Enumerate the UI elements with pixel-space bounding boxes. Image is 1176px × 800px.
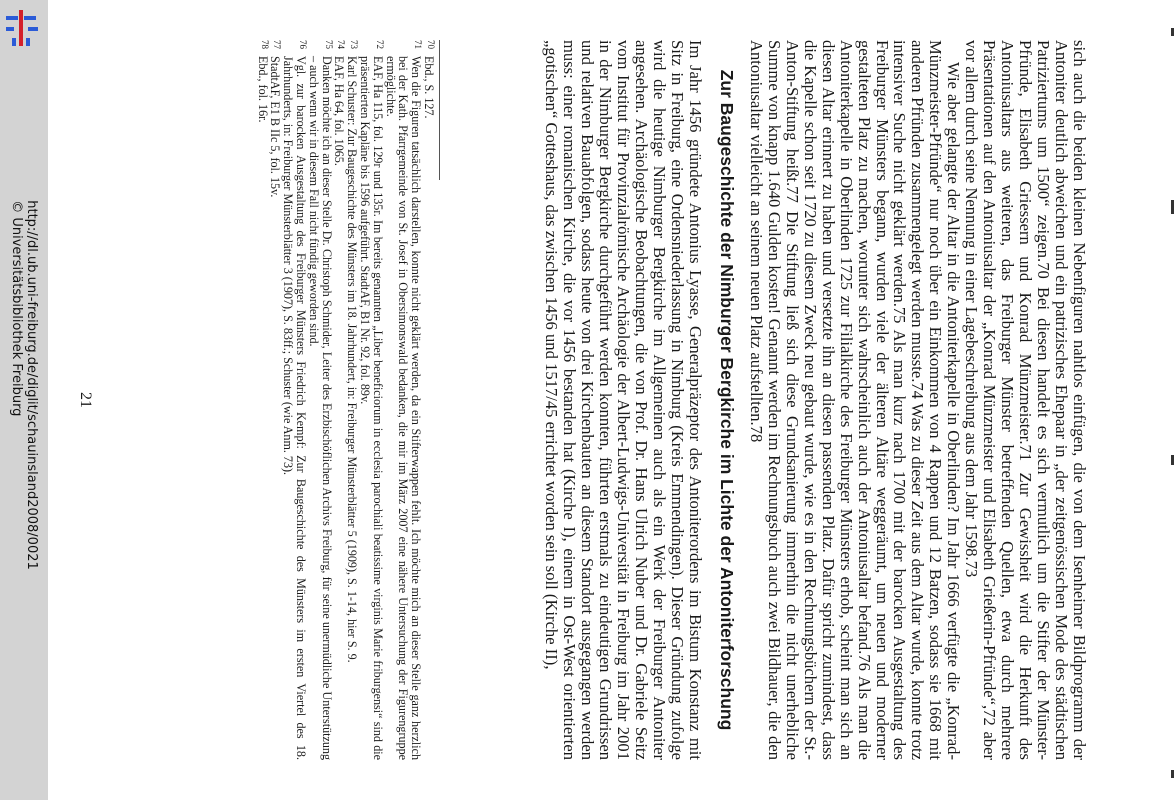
page-number: 21: [77, 392, 94, 408]
footnote: 74 EAF, Ha 64, fol. 1065.: [332, 40, 347, 166]
footnotes: [256, 40, 435, 760]
footnote: 78 Ebd., fol. 16r.: [255, 40, 270, 123]
footnote: 75 Danken möchte ich an dieser Stelle Dr. Christoph Schmider, Leiter des Erzbischöflichen Archivs Freiburg, für seine unermüdliche Unterstützung – auch wenn wir in diesem Fall nicht fündig geworden sind.: [306, 40, 334, 760]
body-text: [542, 40, 1088, 760]
footnote: 77 StadtAF, E1 B IIc 5, fol. 15v.: [268, 40, 283, 198]
scanned-page: [58, 40, 1098, 760]
paragraph-1: sich auch die beiden kleinen Nebenfiguren nahtlos einfügen, die von dem Isenheimer Bildprogramm der Antoniter deutlich abweichen und ein patrizisches Ehepaar in „der zeitgenössischen Mode des städtischen Patriziertums um 1500“ zeigen.70 Bei diesen handelt es sich vermutlich um die Stifter der Münster-Pfründe, Elisabeth Griessern und Konrad Münzmeister.71 Zur Gewissheit wird die Herkunft des Antoniusaltars aus weiteren, das Freiburger Münster betreffenden Quellen, etwa durch mehrere Präsentationen auf den Antoniusaltar der „Konrad Münzmeister und Elisabeth Grießerin-Pfründe“,72 aber vor allem durch seine Nennung in einer Lagebeschreibung aus dem Jahr 1598.73: [962, 40, 1089, 760]
viewer-sidebar: [0, 0, 48, 800]
section-heading: Zur Baugeschichte der Nimburger Bergkirche im Lichte der Antoniterforschung: [716, 69, 737, 731]
page-edge-marks: [1170, 0, 1176, 800]
footnote: 72 EAF, Ha 115, fol. 129r und 135r. Im bereits genannten „Liber beneficiorum in ecclesia parochiali beatissime virginis Marie friburgensi“ sind die präsentierten Kapläne bis 1596 aufgeführt. StadtAF, B1 Nr. 92, fol. 89v.: [358, 40, 385, 760]
paragraph-2: Wie aber gelangte der Altar in die Antoniterkapelle in Oberlinden? Im Jahr 1666 verfügte die „Konrad-Münzmeister-Pfründe“ nur noch über ein Einkommen von 4 Rappen und 12 Batzen, sodass sie 1668 mit anderen Pfründen zusammengelegt werden musste.74 Was zu dieser Zeit aus dem Altar wurde, konnte trotz intensiver Suche nicht geklärt werden.75 Als man kurz nach 1700 mit der barocken Ausgestaltung des Freiburger Münsters begann, wurden viele der älteren Altäre weggeräumt, um neuen und moderner gestalteten Platz zu machen, worunter sich wahrscheinlich auch der Antoniusaltar befand.76 Als man die Antoniterkapelle in Oberlinden 1725 zur Filialkirche des Freiburger Münsters erhob, scheint man sich an diesen Altar erinnert zu haben und versetzte ihn an diesen passenden Platz. Dafür spricht zumindest, dass die Kapelle schon seit 1720 zu diesem Zweck neu gebaut wurde, wie es in den Rechnungsbüchern der St.-Anton-Stiftung heißt.77 Die Stiftung ließ sich diese Grundsanierung immerhin die nicht unerhebliche Summe von knapp 1.640 Gulden kosten! Genannt werden im Rechnungsbuch auch zwei Bildhauer, die den Antoniusaltar vielleicht an seinem neuen Platz aufstellten.78: [746, 40, 964, 760]
footnote-divider: [439, 40, 440, 180]
footnote: 71 Wen die Figuren tatsächlich darstellen, konnte nicht geklärt werden, da ein Stifterwappen fehlt. Ich möchte mich an dieser Stelle ganz herzlich bei der Kath. Pfarrgemeinde von St. Josef in Obersimonswald bedanken, die mir im März 2007 eine nähere Untersuchung der Figurengruppe ermöglichte.: [383, 40, 424, 760]
viewer-url[interactable]: http://dl.ub.uni-freiburg.de/diglit/schauinsland2008/0021: [24, 200, 39, 570]
paragraph-3: Im Jahr 1456 gründete Antonius Lyasse, Generalpräzeptor des Antoniterordens im Bistum Konstanz mit Sitz in Freiburg, eine Ordensniederlassung in Nimburg (Kreis Emmendingen). Dieser Gründung zufolge wird die heutige Nimburger Bergkirche im Allgemeinen auch als ein Werk der Freiburger Antoniter angesehen. Archäologische Beobachtungen, die von Prof. Dr. Hans Ulrich Nuber und Dr. Gabriele Seitz vom Institut für Provinzialrömische Archäologie der Albert-Ludwigs-Universität in Freiburg im Jahr 2001 in der Nimburger Bergkirche durchgeführt werden konnten, führten erstmals zu eindeutigen Grundrissen und relativen Bauabfolgen, sodass heute von drei Kirchenbauten an diesem Standort ausgegangen werden muss: einer romanischen Kirche, die vor 1456 bestanden hat (Kirche I), einem in Ost-West orientierten „gotischen“ Gotteshaus, das zwischen 1456 und 1517/45 errichtet worden sein soll (Kirche II),: [542, 40, 705, 760]
university-logo-icon[interactable]: [0, 8, 46, 48]
footnote: 76 Vgl. zur barocken Ausgestaltung des Freiburger Münsters Friedrich Kempf: Zur Baugeschichte des Münsters im ersten Viertel des 18. Jahrhunderts, in: Freiburger Münsterblätter 3 (1907), S. 83ff.; Schuster (wie Anm. 73).: [281, 40, 309, 760]
footnote: 70 Ebd., S. 127.: [422, 40, 436, 119]
footnote: 73 Karl Schuster: Zur Baugeschichte des Münsters im 18. Jahrhundert, in: Freiburger Münsterblätter 5 (1909), S. 1-14, hier S. 9.: [345, 40, 360, 663]
viewer-copyright: © Universitätsbibliothek Freiburg: [9, 200, 24, 417]
